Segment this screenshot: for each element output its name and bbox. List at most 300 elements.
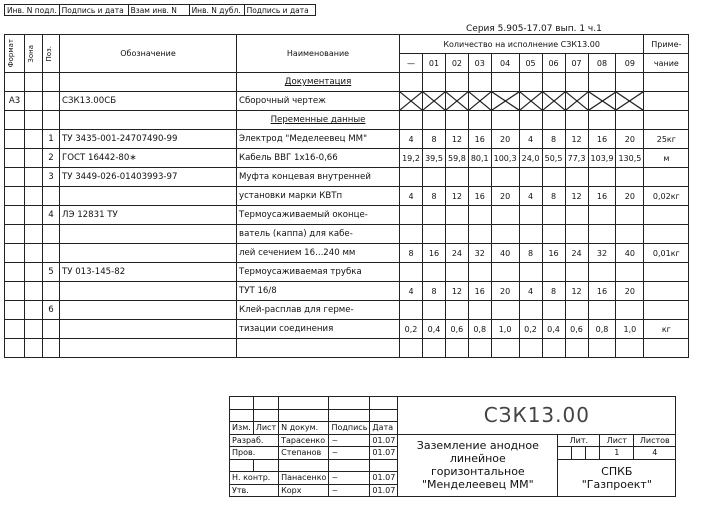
cross-mark <box>492 92 519 110</box>
row-zona <box>25 282 43 301</box>
row-quantity <box>468 263 491 282</box>
header-primechanie-1: Приме- <box>644 35 689 54</box>
tb-podp-label: Подпись <box>329 422 370 435</box>
row-quantity <box>491 339 519 358</box>
row-quantity: 32 <box>588 244 616 263</box>
row-quantity: 8 <box>423 187 446 206</box>
row-oboznachenie <box>60 225 237 244</box>
row-quantity <box>446 111 469 130</box>
row-quantity: 80,1 <box>468 149 491 168</box>
row-quantity <box>542 301 565 320</box>
header-col: — <box>400 54 423 73</box>
row-quantity <box>519 92 542 111</box>
row-quantity: 20 <box>616 282 644 301</box>
row-note <box>644 282 689 301</box>
row-oboznachenie: ТУ 3435-001-24707490-99 <box>60 130 237 149</box>
row-quantity <box>491 73 519 92</box>
row-poz <box>43 187 60 206</box>
spec-row <box>5 187 689 206</box>
row-oboznachenie: ГОСТ 16442-80∗ <box>60 149 237 168</box>
row-quantity: 1,0 <box>491 320 519 339</box>
row-quantity <box>446 339 469 358</box>
row-note <box>644 73 689 92</box>
row-quantity: 77,3 <box>565 149 588 168</box>
row-oboznachenie: ЛЭ 12831 ТУ <box>60 206 237 225</box>
vzam-inv-label: Взам инв. N <box>128 5 189 16</box>
list-value: 1 <box>600 447 634 460</box>
row-poz: 1 <box>43 130 60 149</box>
utv-date: 01.07 <box>370 484 398 497</box>
row-quantity <box>468 301 491 320</box>
row-poz <box>43 282 60 301</box>
tb-cell <box>370 459 398 472</box>
tb-cell <box>253 397 278 410</box>
row-format <box>5 320 25 339</box>
row-quantity: 12 <box>446 130 469 149</box>
row-quantity <box>565 225 588 244</box>
row-oboznachenie <box>60 187 237 206</box>
row-note: 25кг <box>644 130 689 149</box>
row-poz <box>43 339 60 358</box>
row-quantity <box>491 263 519 282</box>
row-quantity <box>423 111 446 130</box>
row-quantity <box>446 301 469 320</box>
row-oboznachenie <box>60 282 237 301</box>
row-quantity <box>588 92 616 111</box>
inv-dubl-label: Инв. N дубл. <box>189 5 244 16</box>
row-quantity <box>400 73 423 92</box>
row-quantity: 12 <box>565 282 588 301</box>
row-quantity <box>468 339 491 358</box>
nkontr-name: Панасенко <box>279 472 329 485</box>
row-quantity <box>519 225 542 244</box>
row-quantity <box>468 225 491 244</box>
header-col: 09 <box>616 54 644 73</box>
row-format <box>5 263 25 282</box>
header-kolichestvo: Количество на исполнение СЗК13.00 <box>400 35 644 54</box>
row-quantity <box>519 206 542 225</box>
prov-name: Степанов <box>279 447 329 460</box>
row-quantity <box>400 263 423 282</box>
razrab-date: 01.07 <box>370 434 398 447</box>
row-naimenovanie: ТУТ 16/8 <box>237 282 400 301</box>
row-quantity <box>446 73 469 92</box>
row-quantity <box>491 111 519 130</box>
row-quantity: 39,5 <box>423 149 446 168</box>
tb-cell <box>279 459 329 472</box>
row-poz: 4 <box>43 206 60 225</box>
row-quantity: 8 <box>519 244 542 263</box>
tb-cell <box>230 409 254 422</box>
spec-row <box>5 206 689 225</box>
tb-ndok-label: N докум. <box>279 422 329 435</box>
row-oboznachenie <box>60 339 237 358</box>
utv-label: Утв. <box>230 484 279 497</box>
row-poz: 2 <box>43 149 60 168</box>
row-quantity <box>423 206 446 225</box>
prov-date: 01.07 <box>370 447 398 460</box>
header-col: 06 <box>542 54 565 73</box>
row-note <box>644 111 689 130</box>
row-quantity <box>542 206 565 225</box>
row-oboznachenie <box>60 111 237 130</box>
row-note <box>644 339 689 358</box>
nkontr-label: Н. контр. <box>230 472 279 485</box>
row-quantity: 16 <box>588 282 616 301</box>
row-quantity <box>519 111 542 130</box>
row-quantity <box>519 339 542 358</box>
row-quantity <box>400 301 423 320</box>
row-quantity <box>542 73 565 92</box>
header-format: Формат <box>5 35 25 73</box>
lit-label: Лит. <box>558 434 600 447</box>
row-format <box>5 225 25 244</box>
row-zona <box>25 111 43 130</box>
title-block <box>229 396 676 497</box>
row-format <box>5 244 25 263</box>
row-quantity <box>400 339 423 358</box>
prov-signature: ~ <box>329 447 370 460</box>
row-poz <box>43 111 60 130</box>
cross-mark <box>589 92 616 110</box>
razrab-name: Тарасенко <box>279 434 329 447</box>
row-quantity: 4 <box>400 187 423 206</box>
row-quantity: 4 <box>519 282 542 301</box>
row-quantity <box>588 206 616 225</box>
row-quantity: 4 <box>400 130 423 149</box>
row-quantity <box>491 301 519 320</box>
row-note <box>644 92 689 111</box>
row-quantity: 40 <box>491 244 519 263</box>
row-quantity: 100,3 <box>491 149 519 168</box>
tb-cell <box>253 459 278 472</box>
spec-row <box>5 111 689 130</box>
row-zona <box>25 339 43 358</box>
row-zona <box>25 92 43 111</box>
row-format <box>5 149 25 168</box>
row-quantity: 0,6 <box>446 320 469 339</box>
organization <box>558 459 676 497</box>
row-oboznachenie: ТУ 3449-026-01403993-97 <box>60 168 237 187</box>
row-quantity <box>565 263 588 282</box>
row-poz <box>43 320 60 339</box>
row-quantity <box>542 263 565 282</box>
row-quantity <box>446 225 469 244</box>
row-format <box>5 187 25 206</box>
row-quantity <box>400 206 423 225</box>
org-line-2: "Газпроект" <box>581 477 652 491</box>
tb-cell <box>279 397 329 410</box>
row-zona <box>25 244 43 263</box>
lit-cell-1 <box>558 447 572 460</box>
header-col: 01 <box>423 54 446 73</box>
spec-row <box>5 130 689 149</box>
row-quantity: 0,8 <box>588 320 616 339</box>
listov-value: 4 <box>634 447 676 460</box>
row-zona <box>25 320 43 339</box>
row-quantity <box>565 339 588 358</box>
row-quantity <box>616 92 644 111</box>
row-naimenovanie: Муфта концевая внутренней <box>237 168 400 187</box>
row-quantity: 8 <box>542 187 565 206</box>
row-oboznachenie: СЗК13.00СБ <box>60 92 237 111</box>
row-quantity <box>400 168 423 187</box>
row-quantity <box>565 92 588 111</box>
tb-list-label: Лист <box>253 422 278 435</box>
row-poz <box>43 244 60 263</box>
row-quantity: 24 <box>565 244 588 263</box>
row-format <box>5 206 25 225</box>
cross-mark <box>543 92 565 110</box>
row-quantity <box>423 73 446 92</box>
row-quantity: 20 <box>491 282 519 301</box>
lit-cell-3 <box>586 447 600 460</box>
prov-label: Пров. <box>230 447 279 460</box>
row-quantity: 40 <box>616 244 644 263</box>
row-quantity: 20 <box>616 130 644 149</box>
row-quantity <box>491 225 519 244</box>
spec-row <box>5 168 689 187</box>
row-quantity: 12 <box>565 130 588 149</box>
row-quantity <box>400 225 423 244</box>
row-poz: 3 <box>43 168 60 187</box>
row-quantity <box>542 225 565 244</box>
row-poz <box>43 73 60 92</box>
row-note <box>644 301 689 320</box>
spec-row <box>5 92 689 111</box>
row-quantity <box>616 263 644 282</box>
row-quantity <box>423 168 446 187</box>
row-quantity <box>588 339 616 358</box>
row-poz <box>43 92 60 111</box>
name-line-2: линейное <box>449 452 506 466</box>
specification-table <box>4 34 689 358</box>
top-stamp <box>4 4 316 16</box>
row-quantity: 24 <box>446 244 469 263</box>
row-oboznachenie: ТУ 013-145-82 <box>60 263 237 282</box>
row-quantity: 0,8 <box>468 320 491 339</box>
row-quantity <box>423 301 446 320</box>
row-quantity <box>468 73 491 92</box>
razrab-label: Разраб. <box>230 434 279 447</box>
cross-mark <box>469 92 491 110</box>
razrab-signature: ~ <box>329 434 370 447</box>
row-quantity: 16 <box>542 244 565 263</box>
tb-cell <box>370 397 398 410</box>
document-name <box>398 434 558 497</box>
row-quantity: 50,5 <box>542 149 565 168</box>
header-col: 05 <box>519 54 542 73</box>
row-quantity <box>565 73 588 92</box>
tb-cell <box>329 397 370 410</box>
header-naimenovanie: Наименование <box>237 35 400 73</box>
cross-mark <box>520 92 542 110</box>
header-col: 02 <box>446 54 469 73</box>
row-naimenovanie: Электрод "Меделеевец ММ" <box>237 130 400 149</box>
row-quantity <box>588 168 616 187</box>
document-code: СЗК13.00 <box>398 397 676 435</box>
row-quantity: 24,0 <box>519 149 542 168</box>
row-quantity <box>468 92 491 111</box>
row-note <box>644 168 689 187</box>
name-line-1: Заземление анодное <box>416 439 539 453</box>
row-zona <box>25 130 43 149</box>
tb-cell <box>230 459 254 472</box>
row-quantity <box>446 263 469 282</box>
row-quantity <box>423 225 446 244</box>
nkontr-signature: ~ <box>329 472 370 485</box>
row-quantity <box>519 301 542 320</box>
cross-mark <box>400 92 422 110</box>
row-quantity: 20 <box>491 187 519 206</box>
tb-data-label: Дата <box>370 422 398 435</box>
spec-row <box>5 244 689 263</box>
row-quantity <box>491 92 519 111</box>
row-quantity: 0,6 <box>565 320 588 339</box>
row-oboznachenie <box>60 301 237 320</box>
row-quantity: 32 <box>468 244 491 263</box>
row-quantity <box>588 73 616 92</box>
tb-cell <box>329 409 370 422</box>
nkontr-date: 01.07 <box>370 472 398 485</box>
row-format <box>5 168 25 187</box>
row-quantity <box>588 111 616 130</box>
row-quantity: 12 <box>446 187 469 206</box>
spec-row <box>5 225 689 244</box>
row-quantity: 103,9 <box>588 149 616 168</box>
row-zona <box>25 225 43 244</box>
row-quantity: 0,2 <box>400 320 423 339</box>
list-label: Лист <box>600 434 634 447</box>
row-quantity <box>565 206 588 225</box>
cross-mark <box>566 92 588 110</box>
tb-cell <box>370 409 398 422</box>
row-quantity <box>446 92 469 111</box>
row-quantity <box>588 263 616 282</box>
row-format <box>5 73 25 92</box>
series-label: Серия 5.905-17.07 вып. 1 ч.1 <box>466 24 602 34</box>
row-quantity <box>588 301 616 320</box>
tb-cell <box>329 459 370 472</box>
header-col: 07 <box>565 54 588 73</box>
header-zona: Зона <box>25 35 43 73</box>
header-col: 04 <box>491 54 519 73</box>
row-naimenovanie: Переменные данные <box>237 111 400 130</box>
row-quantity <box>400 92 423 111</box>
row-zona <box>25 73 43 92</box>
row-quantity <box>423 92 446 111</box>
row-quantity: 16 <box>468 130 491 149</box>
row-naimenovanie: Документация <box>237 73 400 92</box>
spec-row <box>5 301 689 320</box>
row-zona <box>25 168 43 187</box>
row-quantity <box>616 339 644 358</box>
tb-cell <box>230 397 254 410</box>
row-note: кг <box>644 320 689 339</box>
row-quantity <box>468 111 491 130</box>
row-poz <box>43 225 60 244</box>
row-quantity <box>519 263 542 282</box>
cross-mark <box>616 92 643 110</box>
spec-row <box>5 263 689 282</box>
row-format <box>5 130 25 149</box>
org-line-1: СПКБ <box>601 464 633 478</box>
row-note: м <box>644 149 689 168</box>
row-quantity <box>446 168 469 187</box>
utv-name: Корх <box>279 484 329 497</box>
row-naimenovanie: Термоусаживаемый оконце- <box>237 206 400 225</box>
row-quantity: 4 <box>519 187 542 206</box>
row-naimenovanie: тизации соединения <box>237 320 400 339</box>
row-quantity: 20 <box>616 187 644 206</box>
header-col: 08 <box>588 54 616 73</box>
row-quantity <box>616 206 644 225</box>
row-quantity <box>616 225 644 244</box>
row-quantity: 8 <box>542 130 565 149</box>
row-quantity <box>542 111 565 130</box>
lit-cell-2 <box>572 447 586 460</box>
row-oboznachenie <box>60 73 237 92</box>
row-zona <box>25 149 43 168</box>
row-quantity: 1,0 <box>616 320 644 339</box>
cross-mark <box>446 92 468 110</box>
row-quantity: 8 <box>423 282 446 301</box>
header-col: 03 <box>468 54 491 73</box>
row-quantity <box>565 301 588 320</box>
row-quantity <box>616 168 644 187</box>
row-quantity <box>423 339 446 358</box>
row-quantity <box>468 168 491 187</box>
spec-row <box>5 320 689 339</box>
row-quantity <box>616 73 644 92</box>
header-oboznachenie: Обозначение <box>60 35 237 73</box>
podpis-data-label-2: Подпись и дата <box>244 5 315 16</box>
row-note: 0,02кг <box>644 187 689 206</box>
row-poz: 6 <box>43 301 60 320</box>
name-line-4: "Менделеевец ММ" <box>421 478 534 492</box>
row-zona <box>25 263 43 282</box>
row-quantity <box>400 111 423 130</box>
row-quantity: 4 <box>519 130 542 149</box>
header-poz: Поз. <box>43 35 60 73</box>
spec-row <box>5 73 689 92</box>
row-format <box>5 301 25 320</box>
row-quantity: 0,4 <box>423 320 446 339</box>
row-quantity: 16 <box>588 187 616 206</box>
row-format <box>5 111 25 130</box>
row-quantity <box>542 92 565 111</box>
row-quantity: 130,5 <box>616 149 644 168</box>
row-naimenovanie: Сборочный чертеж <box>237 92 400 111</box>
row-quantity <box>542 339 565 358</box>
row-naimenovanie: Термоусаживаемая трубка <box>237 263 400 282</box>
name-line-3: горизонтальное <box>430 465 525 479</box>
row-quantity <box>588 225 616 244</box>
row-quantity <box>616 301 644 320</box>
row-quantity <box>491 168 519 187</box>
row-quantity <box>519 73 542 92</box>
row-quantity <box>491 206 519 225</box>
row-quantity <box>565 111 588 130</box>
row-quantity: 12 <box>565 187 588 206</box>
utv-signature: ~ <box>329 484 370 497</box>
row-naimenovanie <box>237 339 400 358</box>
row-format: А3 <box>5 92 25 111</box>
row-quantity: 8 <box>423 130 446 149</box>
row-poz: 5 <box>43 263 60 282</box>
row-quantity <box>468 206 491 225</box>
header-primechanie-2: чание <box>644 54 689 73</box>
